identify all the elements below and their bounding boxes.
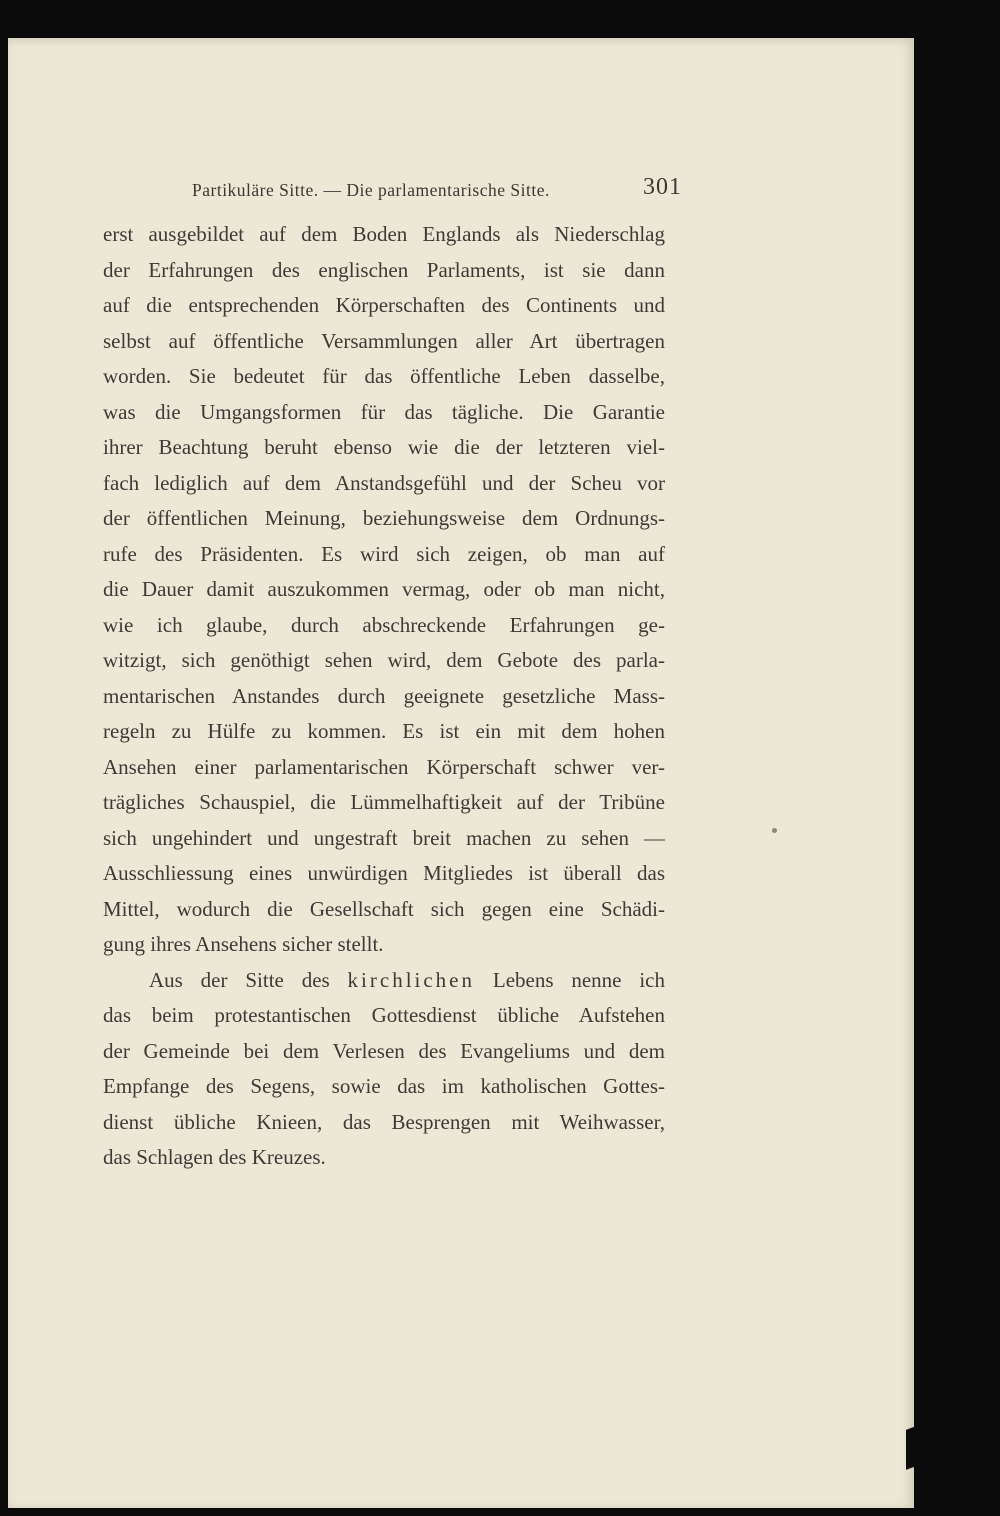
text-line: sich ungehindert und ungestraft breit machen zu sehen — xyxy=(103,825,665,850)
spaced-emphasis: kirchlichen xyxy=(347,967,476,992)
text-line: Ausschliessung eines unwürdigen Mitgliedes ist überall das xyxy=(103,861,665,885)
text-line: wie ich glaube, durch abschreckende Erfahrungen ge- xyxy=(103,612,665,637)
text-line xyxy=(103,963,665,999)
text-segment: Lebens nenne ich xyxy=(492,967,666,992)
text-line: dienst übliche Knieen, das Besprengen mit Weihwasser, xyxy=(103,1109,665,1134)
text-segment: Aus der Sitte des xyxy=(149,967,330,992)
text-line: Mittel, wodurch die Gesellschaft sich gegen eine Schädi- xyxy=(103,896,665,921)
text-line: ihrer Beachtung beruht ebenso wie die der letzteren viel- xyxy=(103,435,665,459)
text-line: was die Umgangsformen für das tägliche. Die Garantie xyxy=(103,399,665,424)
text-line: selbst auf öffentliche Versammlungen aller Art übertragen xyxy=(103,328,665,353)
text-line: das beim protestantischen Gottesdienst übliche Aufstehen xyxy=(103,1003,665,1027)
text-line: gung ihres Ansehens sicher stellt. xyxy=(103,932,384,956)
text-line: trägliches Schauspiel, die Lümmelhaftigkeit auf der Tribüne xyxy=(103,790,665,814)
text-line: worden. Sie bedeutet für das öffentliche Leben dasselbe, xyxy=(103,364,665,388)
text-line: auf die entsprechenden Körperschaften des Continents und xyxy=(103,293,665,317)
text-line: fach lediglich auf dem Anstandsgefühl und der Scheu vor xyxy=(103,470,665,495)
text-line: mentarischen Anstandes durch geeignete gesetzliche Mass- xyxy=(103,683,665,708)
text-line: Ansehen einer parlamentarischen Körperschaft schwer ver- xyxy=(103,754,665,779)
paragraph-1 xyxy=(103,217,665,963)
page-edge-notch xyxy=(906,1426,916,1470)
text-line: erst ausgebildet auf dem Boden Englands als Niederschlag xyxy=(103,222,665,246)
text-line: regeln zu Hülfe zu kommen. Es ist ein mit dem hohen xyxy=(103,719,665,743)
text-line: die Dauer damit auszukommen vermag, oder ob man nicht, xyxy=(103,577,665,601)
text-line: witzigt, sich genöthigt sehen wird, dem Gebote des parla- xyxy=(103,648,665,672)
text-line: der Erfahrungen des englischen Parlaments, ist sie dann xyxy=(103,257,665,282)
running-head-title: Partikuläre Sitte. — Die parlamentarische Sitte. xyxy=(192,180,550,200)
text-line: Empfange des Segens, sowie das im katholischen Gottes- xyxy=(103,1074,665,1098)
running-head xyxy=(192,172,682,212)
text-line: das Schlagen des Kreuzes. xyxy=(103,1145,326,1169)
text-line: der Gemeinde bei dem Verlesen des Evangeliums und dem xyxy=(103,1038,665,1063)
page-number: 301 xyxy=(643,174,682,200)
paragraph-2 xyxy=(103,963,665,1176)
paper-speck xyxy=(772,828,777,833)
body-text xyxy=(103,217,665,1176)
text-line: rufe des Präsidenten. Es wird sich zeigen, ob man auf xyxy=(103,541,665,566)
text-line: der öffentlichen Meinung, beziehungsweise dem Ordnungs- xyxy=(103,506,665,530)
